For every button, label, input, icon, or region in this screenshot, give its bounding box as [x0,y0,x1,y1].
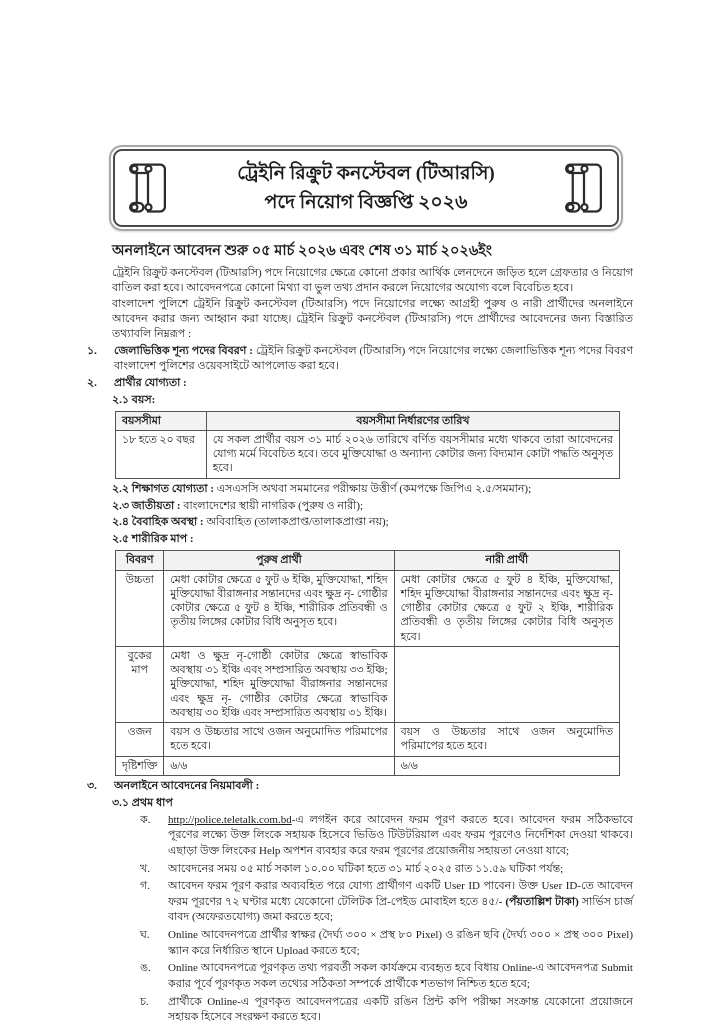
age-table [115,411,620,479]
rule-text: প্রার্থীকে Online-এ পূরণকৃত আবেদনপত্রের একটি রঙিন প্রিন্ট কপি পরীক্ষা সংক্রান্ত যেকোনো প্রয়োজনে সহায়ক হিসেবে সংরক্ষণ করতে হবে। [168,995,633,1024]
section-vacancy-details [87,344,633,374]
table-row-height [116,570,620,646]
section-application-rules [87,779,633,794]
rule-text: আবেদনের সময় ০৫ মার্চ সকাল ১০.০০ ঘটিকা হতে ৩১ মার্চ ২০২৫ রাত ১১.৫৯ ঘটিকা পর্যন্ত; [168,862,564,875]
rule-marker: চ. [140,995,149,1008]
rule-item-uno [140,961,633,992]
sub-education-text: এসএসসি অথবা সমমানের পরীক্ষায় উত্তীর্ণ (কমপক্ষে জিপিএ ২.৫/সমমান); [214,482,532,495]
rule-item-cha [140,995,633,1024]
table-row-weight [116,723,620,757]
section-number: ২. [87,376,97,389]
sub-marital-label: ২.৪ বৈবাহিক অবস্থা : [112,516,204,529]
physical-measurements-table [115,550,620,776]
invitation-paragraph: বাংলাদেশ পুলিশে ট্রেইনি রিক্রুট কনস্টেবল (টিআরসি) পদে নিয়োগের লক্ষ্যে আগ্রহী পুরুষ ও নারী প্রার্থীদের অনলাইনে আবেদন করার জন্য আহ্বান করা যাচ্ছে। ট্রেইনি রিক্রুট কনস্টেবল (টিআরসি) পদে প্রার্থীদের আবেদনের জন্য বিস্তারিত তথ্যাবলি নিম্নরূপ : [112,297,633,340]
notice-title-line-1: ট্রেইনি রিক্রুট কনস্টেবল (টিআরসি) [237,162,495,184]
sub-education-label: ২.২ শিক্ষাগত যোগ্যতা : [112,482,215,495]
female-weight-cell: বয়স ও উচ্চতার সাথে ওজন অনুমোদিত পরিমাপের হতে হবে। [394,723,619,757]
table-row-vision [116,756,620,775]
rule-text [168,879,633,926]
sub-marital-status [112,515,633,530]
rule-text [168,813,633,860]
first-step-label: ৩.১ প্রথম ধাপ [112,796,173,809]
title-box-inner [113,149,619,227]
phys-header-male: পুরুষ প্রার্থী [164,551,394,570]
rule-marker: ঘ. [140,929,150,942]
section-label: জেলাভিত্তিক শূন্য পদের বিবরণ : [114,344,253,357]
notice-title [177,159,555,218]
male-weight-cell: বয়স ও উচ্চতার সাথে ওজন অনুমোদিত পরিমাপের হতে হবে। [164,723,394,757]
notice-content [85,145,633,1024]
rule-text-part1: আবেদন ফরম পূরণ করার অব্যবহিত পরে যোগ্য প্রার্থীগণ একটি User ID পাবেন। উক্ত User ID-তে আবেদন ফরম পূরণের ৭২ ঘণ্টার মধ্যে যেকোনো টেলিটক প্রি-পেইড মোবাইল হতে ৪৫/- [168,880,633,908]
table-header-row [116,551,620,570]
phys-header-female: নারী প্রার্থী [394,551,619,570]
table-row [116,430,620,478]
row-label: উচ্চতা [116,570,164,646]
rule-text-rest: -এ লগইন করে আবেদন ফরম পূরণ করতে হবে। আবেদন ফরম সঠিকভাবে পূরণের লক্ষ্যে উক্ত লিংকে সহায়ক হিসেবে ভিডিও টিউটরিয়াল এবং ফরম পূরণেও নির্দেশিকা দেওয়া থাকবে। এছাড়া উক্ত লিংকের Help অপশন ব্যবহার করে ফরম পূরণের প্রয়োজনীয় সহায়তা নেওয়া যাবে; [168,813,633,858]
rule-item-ga [140,879,633,926]
age-date-cell: যে সকল প্রার্থীর বয়স ৩১ মার্চ ২০২৬ তারিখে বর্ণিত বয়সসীমার মধ্যে থাকবে তারা আবেদনের যোগ্য মর্মে বিবেচিত হবে। তবে মুক্তিযোদ্ধা ও অন্যান্য কোটার জন্য বিদ্যমান কোটা পদ্ধতি অনুসৃত হবে। [206,430,619,478]
rule-text-bold: (পঁয়তাল্লিশ টাকা) [505,895,579,908]
sub-education [112,482,633,497]
warning-paragraph: ট্রেইনি রিক্রুট কনস্টেবল (টিআরসি) পদে নিয়োগের ক্ষেত্রে কোনো প্রকার আর্থিক লেনদেনে জড়িত হলে গ্রেফতার ও নিয়োগ বাতিল করা হবে। আবেদনপত্রে কোনো মিথ্যা বা ভুল তথ্য প্রদান করলে নিয়োগের অযোগ্য বলে বিবেচিত হবে। [112,267,633,294]
sub-nationality [112,499,633,514]
section-text: ট্রেইনি রিক্রুট কনস্টেবল (টিআরসি) পদে নিয়োগের লক্ষ্যে জেলাভিত্তিক শূন্য পদের বিবরণ বাংলাদেশ পুলিশের ওয়েবসাইটে আপলোড করা হবে। [114,344,634,372]
female-chest-cell [394,646,619,722]
male-vision-cell: ৬/৬ [164,756,394,775]
rule-item-gha [140,928,633,959]
row-label: ওজন [116,723,164,757]
age-table-header-date: বয়সসীমা নির্ধারণের তারিখ [206,411,619,430]
rule-text: Online আবেদনপত্রে পূরণকৃত তথ্য পরবর্তী সকল কার্যক্রমে ব্যবহৃত হবে বিধায় Online-এ আবেদনপত্র Submit করার পূর্বে পূরণকৃত সকল তথ্যের সঠিকতা সম্পর্কে প্রার্থীকে শতভাগ নিশ্চিত হতে হবে; [168,962,633,990]
female-height-cell: মেধা কোটার ক্ষেত্রে ৫ ফুট ৪ ইঞ্চি, মুক্তিযোদ্ধা, শহিদ মুক্তিযোদ্ধা বীরাঙ্গনার সন্তানদের এবং ক্ষুদ্র নৃ- গোষ্ঠীর কোটার ক্ষেত্রে ৫ ফুট ২ ইঞ্চি, শারীরিক প্রতিবন্ধী ও তৃতীয় লিঙ্গের কোটার বিধি অনুসৃত হবে। [394,570,619,646]
title-box [109,145,623,231]
notice-title-line-2: পদে নিয়োগ বিজ্ঞপ্তি ২০২৬ [264,192,468,213]
male-chest-cell: মেধা ও ক্ষুদ্র নৃ-গোষ্ঠী কোটার ক্ষেত্রে স্বাভাবিক অবস্থায় ৩১ ইঞ্চি এবং সম্প্রসারিত অবস্থায় ৩৩ ইঞ্চি; মুক্তিযোদ্ধা, শহিদ মুক্তিযোদ্ধা বীরাঙ্গনার সন্তানদের এবং ক্ষুদ্র নৃ- গোষ্ঠীর কোটার ক্ষেত্রে স্বাভাবিক অবস্থায় ৩০ ইঞ্চি এবং সম্প্রসারিত অবস্থায় ৩১ ইঞ্চি। [164,646,394,722]
teletalk-link[interactable]: http://police.teletalk.com.bd [168,813,292,826]
male-height-cell: মেধা কোটার ক্ষেত্রে ৫ ফুট ৬ ইঞ্চি, মুক্তিযোদ্ধা, শহিদ মুক্তিযোদ্ধা বীরাঙ্গনার সন্তানদের এবং ক্ষুদ্র নৃ- গোষ্ঠীর কোটার ক্ষেত্রে ৫ ফুট ৪ ইঞ্চি, শারীরিক প্রতিবন্ধী ও তৃতীয় লিঙ্গের কোটার বিধি অনুসৃত হবে। [164,570,394,646]
section-eligibility [87,376,633,391]
rule-text: Online আবেদনপত্রে প্রার্থীর স্বাক্ষর (দৈর্ঘ্য ৩০০ × প্রস্থ ৮০ Pixel) ও রঙিন ছবি (দৈর্ঘ্য ৩০০ × প্রস্থ ৩০০ Pixel) স্ক্যান করে নির্ধারিত স্থানে Upload করতে হবে; [168,929,633,957]
rule-marker: ক. [140,813,151,826]
table-row-chest [116,646,620,722]
section-label: প্রার্থীর যোগ্যতা : [114,376,187,389]
section-number: ৩. [87,779,97,792]
sub-marital-text: অবিবাহিত (তালাকপ্রাপ্ত/তালাকপ্রাপ্তা নয়); [203,516,389,529]
section-number: ১. [87,344,97,357]
sub-physical-label: ২.৫ শারীরিক মাপ : [112,533,194,546]
section-label: অনলাইনে আবেদনের নিয়মাবলী : [114,779,260,792]
phys-header-description: বিবরণ [116,551,164,570]
section-body [114,344,633,374]
application-dates-heading: অনলাইনে আবেদন শুরু ০৫ মার্চ ২০২৬ এবং শেষ ৩১ মার্চ ২০২৬ইং [112,243,493,259]
row-label: দৃষ্টিশক্তি [116,756,164,775]
scroll-icon [125,158,171,218]
rule-marker: ঙ. [140,962,151,975]
age-limit-cell: ১৮ হতে ২০ বছর [116,430,207,478]
female-vision-cell: ৬/৬ [394,756,619,775]
row-label: বুকের মাপ [116,646,164,722]
sub-nationality-text: বাংলাদেশের স্থায়ী নাগরিক (পুরুষ ও নারী); [180,499,364,512]
sub-age-label: ২.১ বয়স: [112,393,156,406]
scroll-icon [561,158,607,218]
rule-item-kha [140,862,633,878]
rule-item-ka [140,813,633,860]
rule-marker: খ. [140,862,150,875]
rule-marker: গ. [140,880,150,893]
age-table-header-limit: বয়সসীমা [116,411,207,430]
sub-nationality-label: ২.৩ জাতীয়তা : [112,499,181,512]
rule-text-part2: সার্ভিস চার্জ বাবদ (অফেরতযোগ্য) জমা করতে হবে; [168,895,633,924]
table-header-row [116,411,620,430]
